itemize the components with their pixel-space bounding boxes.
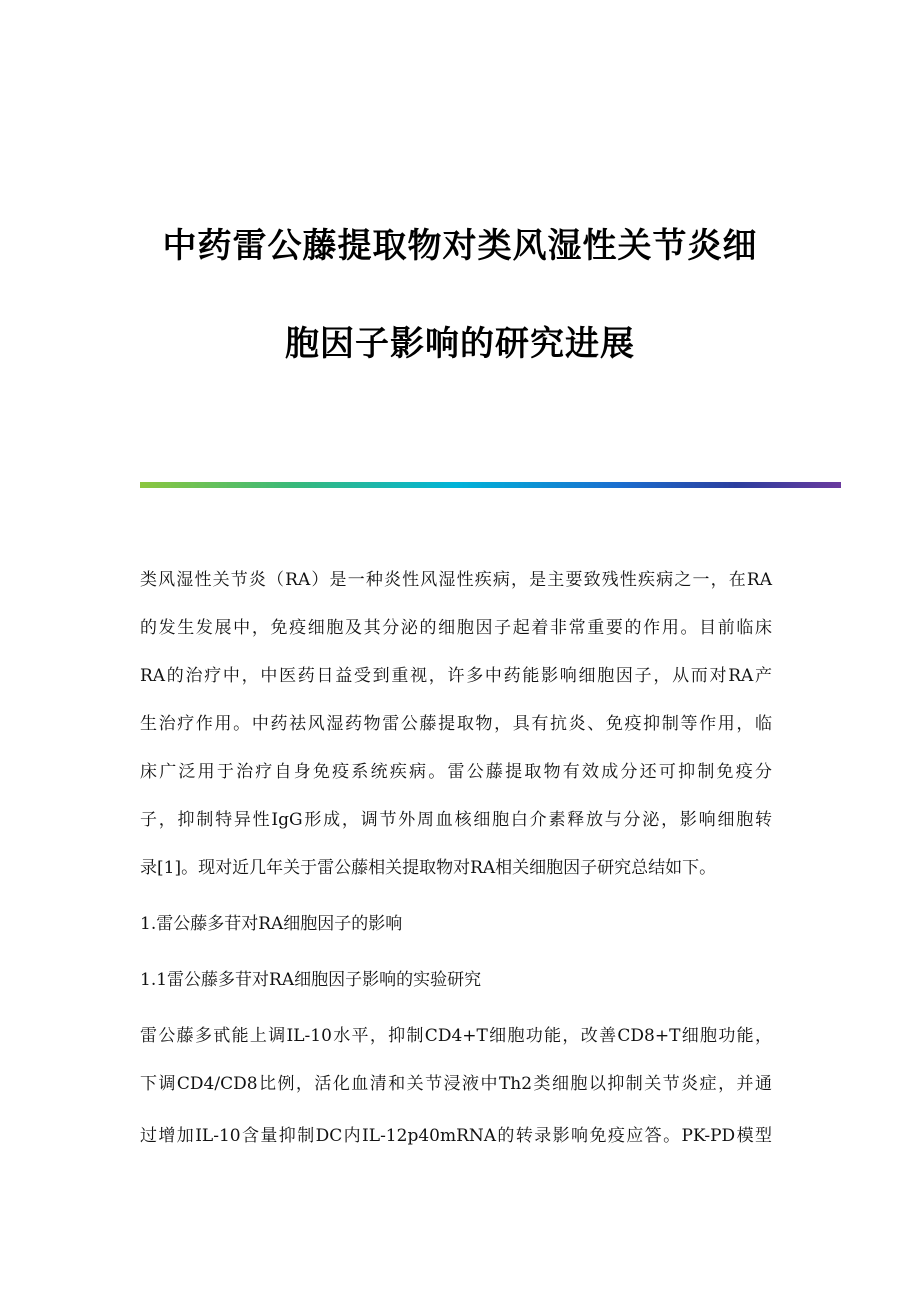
paragraph-line-1: 类风湿性关节炎（RA）是一种炎性风湿性疾病，是主要致残性疾病之一，在RA	[140, 570, 772, 590]
paragraph-line-2: 的发生发展中，免疫细胞及其分泌的细胞因子起着非常重要的作用。目前临床	[140, 618, 772, 638]
paragraph-line-4: 生治疗作用。中药祛风湿药物雷公藤提取物，具有抗炎、免疫抑制等作用，临	[140, 714, 772, 734]
paragraph-line-3: RA的治疗中，中医药日益受到重视，许多中药能影响细胞因子，从而对RA产	[140, 666, 772, 686]
document-title-line-2: 胞因子影响的研究进展	[285, 324, 635, 364]
paragraph2-line-2: 下调CD4/CD8比例，活化血清和关节浸液中Th2类细胞以抑制关节炎症，并通	[140, 1074, 772, 1094]
paragraph-line-7: 录[1]。现对近几年关于雷公藤相关提取物对RA相关细胞因子研究总结如下。	[140, 858, 717, 878]
document-title-line-1: 中药雷公藤提取物对类风湿性关节炎细	[162, 226, 758, 266]
paragraph2-line-1: 雷公藤多甙能上调IL-10水平，抑制CD4+T细胞功能，改善CD8+T细胞功能，	[140, 1026, 772, 1046]
subsection-heading: 1.1雷公藤多苷对RA细胞因子影响的实验研究	[140, 970, 482, 990]
paragraph2-line-3: 过增加IL-10含量抑制DC内IL-12p40mRNA的转录影响免疫应答。PK-PD模型	[140, 1126, 772, 1146]
paragraph-line-6: 子，抑制特异性IgG形成，调节外周血核细胞白介素释放与分泌，影响细胞转	[140, 810, 772, 830]
gradient-divider	[140, 482, 841, 488]
section-heading: 1.雷公藤多苷对RA细胞因子的影响	[140, 914, 403, 934]
paragraph-line-5: 床广泛用于治疗自身免疫系统疾病。雷公藤提取物有效成分还可抑制免疫分	[140, 762, 772, 782]
